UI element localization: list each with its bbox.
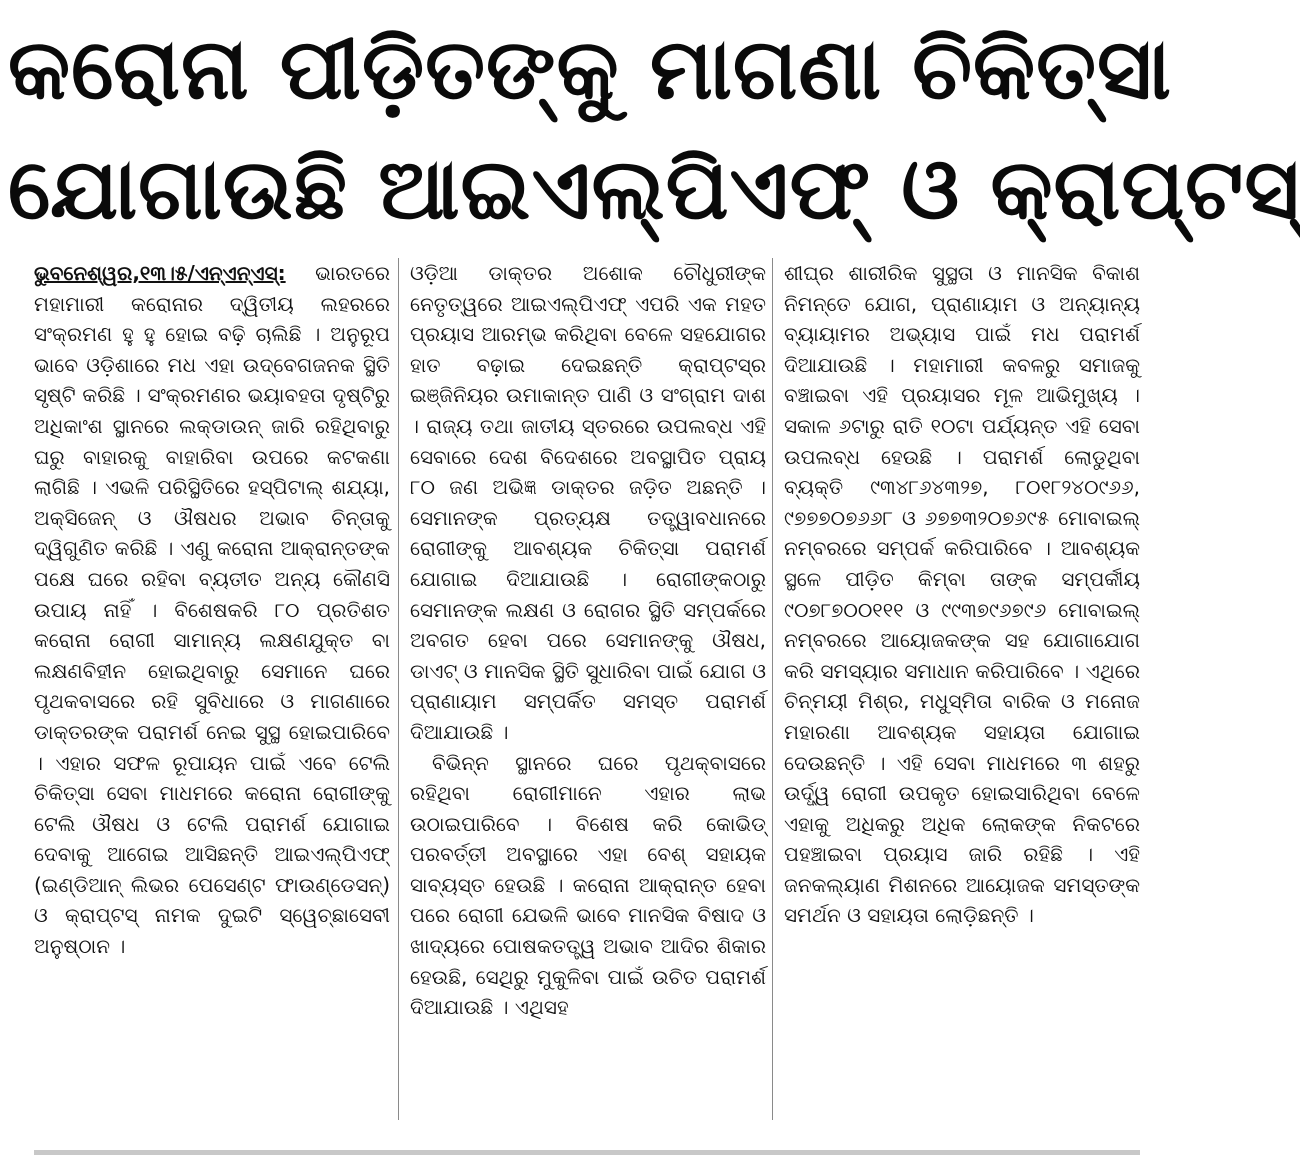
headline-line-2: ଯୋଗାଉଛି ଆଇଏଲ୍‌ପିଏଫ୍‌ ଓ କ୍ରାପ୍ଟସ୍‌ — [8, 140, 1300, 238]
bottom-rule — [34, 1150, 1140, 1155]
column-2-paragraph-1: ଓଡ଼ିଆ ଡାକ୍ତର ଅଶୋକ ଚୌଧୁରୀଙ୍କ ନେତୃତ୍ୱରେ ଆଇଏଲ୍‌ପିଏଫ୍ ଏପରି ଏକ ମହତ ପ୍ରୟାସ ଆରମ୍ଭ କରିଥିବା ବେଳେ ସହଯୋଗର ହାତ ବଢ଼ାଇ ଦେଇଛନ୍ତି କ୍ରାପ୍ଟସ୍‌ର ଇଞ୍ଜିନିୟର ଉମାକାନ୍ତ ପାଣି ଓ ସଂଗ୍ରାମ ଦାଶ । ରାଜ୍ୟ ତଥା ଜାତୀୟ ସ୍ତରରେ ଉପଲବ୍ଧ ଏହି ସେବାରେ ଦେଶ ବିଦେଶରେ ଅବସ୍ଥାପିତ ପ୍ରାୟ ୮୦ ଜଣ ଅଭିଜ୍ଞ ଡାକ୍ତର ଜଡ଼ିତ ଅଛନ୍ତି । ସେମାନଙ୍କ ପ୍ରତ୍ୟକ୍ଷ ତତ୍ତ୍ୱାବଧାନରେ ରୋଗୀଙ୍କୁ ଆବଶ୍ୟକ ଚିକିତ୍ସା ପରାମର୍ଶ ଯୋଗାଇ ଦିଆଯାଉଛି । ରୋଗୀଙ୍କଠାରୁ ସେମାନଙ୍କ ଲକ୍ଷଣ ଓ ରୋଗର ସ୍ଥିତି ସମ୍ପର୍କରେ ଅବଗତ ହେବା ପରେ ସେମାନଙ୍କୁ ଔଷଧ, ଡାଏଟ୍ ଓ ମାନସିକ ସ୍ଥିତି ସୁଧାରିବା ପାଇଁ ଯୋଗ ଓ ପ୍ରାଣାୟାମ ସମ୍ପର୍କିତ ସମସ୍ତ ପରାମର୍ଶ ଦିଆଯାଉଛି । — [410, 261, 766, 744]
column-1-paragraph — [34, 258, 390, 962]
article-column-3 — [784, 258, 1140, 1128]
column-2-paragraph-2: ବିଭିନ୍ନ ସ୍ଥାନରେ ଘରେ ପୃଥକ୍‌ବାସରେ ରହିଥିବା ରୋଗୀମାନେ ଏହାର ଲାଭ ଉଠାଇପାରିବେ । ବିଶେଷ କରି କୋଭିଡ୍ ପରବର୍ତ୍ତୀ ଅବସ୍ଥାରେ ଏହା ବେଶ୍ ସହାୟକ ସାବ୍ୟସ୍ତ ହେଉଛି । କରୋନା ଆକ୍ରାନ୍ତ ହେବା ପରେ ରୋଗୀ ଯେଭଳି ଭାବେ ମାନସିକ ବିଷାଦ ଓ ଖାଦ୍ୟରେ ପୋଷକତତ୍ତ୍ୱ ଅଭାବ ଆଦିର ଶିକାର ହେଉଛି, ସେଥିରୁ ମୁକୁଳିବା ପାଇଁ ଉଚିତ ପରାମର୍ଶ ଦିଆଯାଉଛି । ଏଥିସହ — [410, 750, 766, 1020]
column-divider-2 — [772, 258, 773, 1120]
article-column-2 — [410, 258, 766, 1128]
headline-line-1: କରୋନା ପୀଡ଼ିତଙ୍କୁ ମାଗଣା ଚିକିତ୍ସା — [8, 20, 1172, 118]
column-1-body: ଭାରତରେ ମହାମାରୀ କରୋନାର ଦ୍ୱିତୀୟ ଲହରରେ ସଂକ୍ରମଣ ହୁ ହୁ ହୋଇ ବଢ଼ି ଚାଲିଛି । ଅନୁରୂପ ଭାବେ ଓଡ଼ିଶାରେ ମଧ ଏହା ଉଦ୍‌ବେଗଜନକ ସ୍ଥିତି ସୃଷ୍ଟି କରିଛି । ସଂକ୍ରମଣର ଭୟାବହତା ଦୃଷ୍ଟିରୁ ଅଧିକାଂଶ ସ୍ଥାନରେ ଲକ୍‌ଡାଉନ୍ ଜାରି ରହିଥିବାରୁ ଘରୁ ବାହାରକୁ ବାହାରିବା ଉପରେ କଟକଣା ଲାଗିଛି । ଏଭଳି ପରିସ୍ଥିତିରେ ହସ୍‌ପିଟାଲ୍ ଶଯ୍ୟା, ଅକ୍ସିଜେନ୍ ଓ ଔଷଧର ଅଭାବ ଚିନ୍ତାକୁ ଦ୍ୱିଗୁଣିତ କରିଛି । ଏଣୁ କରୋନା ଆକ୍ରାନ୍ତଙ୍କ ପକ୍ଷେ ଘରେ ରହିବା ବ୍ୟତୀତ ଅନ୍ୟ କୌଣସି ଉପାୟ ନାହିଁ । ବିଶେଷକରି ୮୦ ପ୍ରତିଶତ କରୋନା ରୋଗୀ ସାମାନ୍ୟ ଲକ୍ଷଣଯୁକ୍ତ ବା ଲକ୍ଷଣବିହୀନ ହୋଇଥିବାରୁ ସେମାନେ ଘରେ ପୃଥକବାସରେ ରହି ସୁବିଧାରେ ଓ ମାଗଣାରେ ଡାକ୍ତରଙ୍କ ପରାମର୍ଶ ନେଇ ସୁସ୍ଥ ହୋଇପାରିବେ । ଏହାର ସଫଳ ରୂପାୟନ ପାଇଁ ଏବେ ଟେଲି ଚିକିତ୍ସା ସେବା ମାଧମରେ କରୋନା ରୋଗୀଙ୍କୁ ଟେଲି ଔଷଧ ଓ ଟେଲି ପରାମର୍ଶ ଯୋଗାଇ ଦେବାକୁ ଆଗେଇ ଆସିଛନ୍ତି ଆଇଏଲ୍‌ପିଏଫ୍ (ଇଣ୍ଡିଆନ୍ ଲିଭର ପେସେଣ୍ଟ ଫାଉଣ୍ଡେସନ୍) ଓ କ୍ରାପ୍ଟସ୍ ନାମକ ଦୁଇଟି ସ୍ୱେଚ୍ଛାସେବୀ ଅନୁଷ୍ଠାନ । — [34, 261, 390, 959]
column-divider-1 — [398, 258, 399, 1120]
article-column-1 — [34, 258, 390, 1128]
dateline: ଭୁବନେଶ୍ୱର,୧୩।୫/ଏନ୍‌ଏନ୍‌ଏସ୍‌: — [34, 261, 286, 285]
column-3-paragraph: ଶୀଘ୍ର ଶାରୀରିକ ସୁସ୍ଥତା ଓ ମାନସିକ ବିକାଶ ନିମନ୍ତେ ଯୋଗ, ପ୍ରାଣାୟାମ ଓ ଅନ୍ୟାନ୍ୟ ବ୍ୟାୟାମର ଅଭ୍ୟାସ ପାଇଁ ମଧ ପରାମର୍ଶ ଦିଆଯାଉଛି । ମହାମାରୀ କବଳରୁ ସମାଜକୁ ବଞ୍ଚାଇବା ଏହି ପ୍ରୟାସର ମୂଳ ଆଭିମୁଖ୍ୟ । ସକାଳ ୬ଟାରୁ ରାତି ୧୦ଟା ପର୍ଯ୍ୟନ୍ତ ଏହି ସେବା ଉପଲବ୍ଧ ହେଉଛି । ପରାମର୍ଶ ଲୋଡୁଥିବା ବ୍ୟକ୍ତି ୯୩୪୮୬୪୩୨୭, ୮୦୧୮୨୪୦୯୬୬, ୯୭୭୭୦୭୬୬୮ ଓ ୬୭୭୩୨୦୭୬୯୫ ମୋବାଇଲ୍ ନମ୍ବରରେ ସମ୍ପର୍କ କରିପାରିବେ । ଆବଶ୍ୟକ ସ୍ଥଳେ ପୀଡ଼ିତ କିମ୍ବା ତାଙ୍କ ସମ୍ପର୍କୀୟ ୯୦୭୮୭୦୦୧୧୧ ଓ ୯୯୩୭୯୬୭୯୬ ମୋବାଇଲ୍ ନମ୍ବରରେ ଆୟୋଜକଙ୍କ ସହ ଯୋଗାଯୋଗ କରି ସମସ୍ୟାର ସମାଧାନ କରିପାରିବେ । ଏଥିରେ ଚିନ୍ମୟୀ ମିଶ୍ର, ମଧୁସ୍ମିତା ବାରିକ ଓ ମନୋଜ ମହାରଣା ଆବଶ୍ୟକ ସହାୟତା ଯୋଗାଇ ଦେଉଛନ୍ତି । ଏହି ସେବା ମାଧମରେ ୩ ଶହରୁ ଉର୍ଦ୍ଧ୍ୱ ରୋଗୀ ଉପକୃତ ହୋଇସାରିଥିବା ବେଳେ ଏହାକୁ ଅଧିକରୁ ଅଧିକ ଲୋକଙ୍କ ନିକଟରେ ପହଞ୍ଚାଇବା ପ୍ରୟାସ ଜାରି ରହିଛି । ଏହି ଜନକଲ୍ୟାଣ ମିଶନରେ ଆୟୋଜକ ସମସ୍ତଙ୍କ ସମର୍ଥନ ଓ ସହାୟତା ଲୋଡ଼ିଛନ୍ତି । — [784, 261, 1140, 928]
